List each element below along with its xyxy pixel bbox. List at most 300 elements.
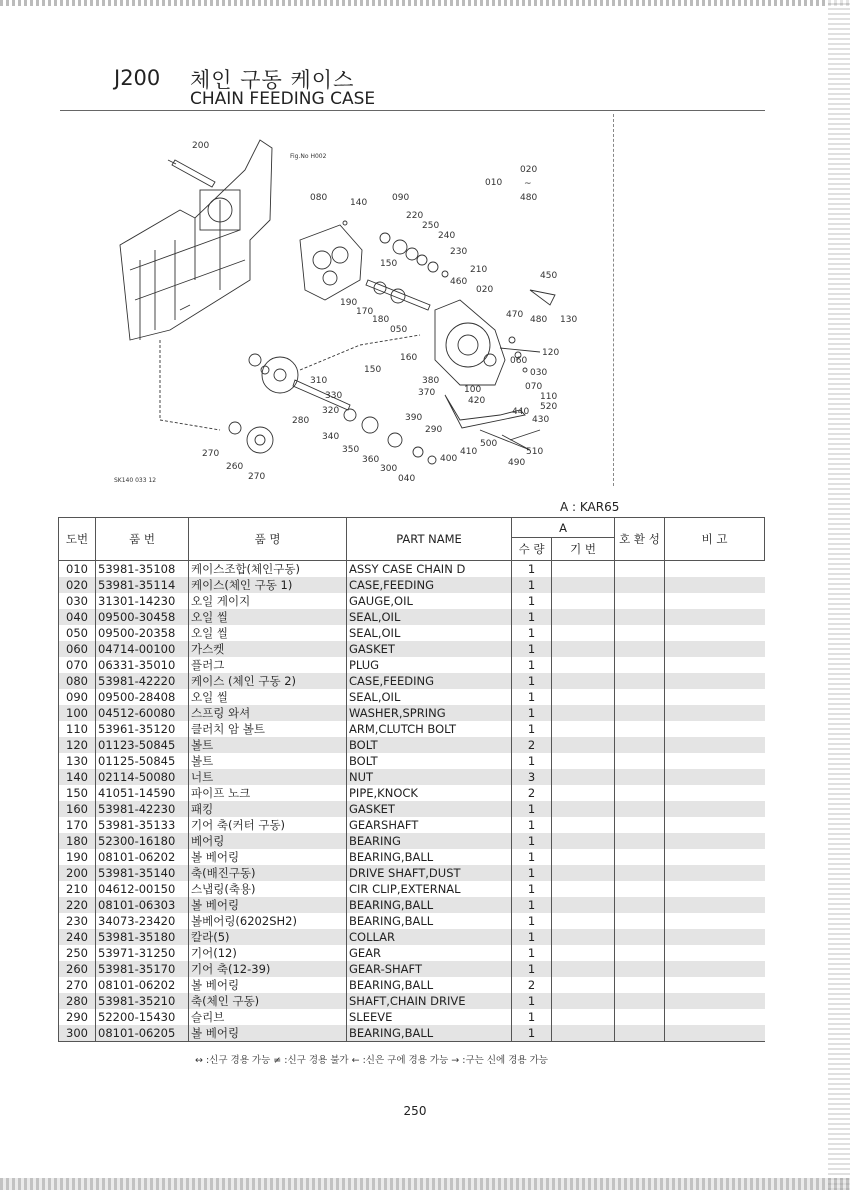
table-row [59, 977, 765, 993]
diagram-divider [613, 114, 614, 486]
cell-remarks [665, 833, 765, 849]
cell-interchange [615, 849, 665, 865]
cell-qty: 3 [512, 769, 552, 785]
cell-qty: 2 [512, 977, 552, 993]
svg-text:510: 510 [526, 447, 544, 457]
col-header-part-no: 품 번 [96, 518, 189, 561]
svg-text:020: 020 [476, 285, 494, 295]
cell-part-no: 52300-16180 [96, 833, 189, 849]
cell-qty: 1 [512, 849, 552, 865]
cell-name-en: SEAL,OIL [347, 625, 512, 641]
cell-no: 070 [59, 657, 96, 673]
cell-part-no: 53981-35210 [96, 993, 189, 1009]
cell-name-en: SEAL,OIL [347, 609, 512, 625]
col-header-group-a: A [512, 518, 615, 538]
svg-text:440: 440 [512, 407, 530, 417]
table-row [59, 929, 765, 945]
cell-part-no: 34073-23420 [96, 913, 189, 929]
table-row [59, 897, 765, 913]
svg-text:010: 010 [485, 178, 503, 188]
table-row [59, 577, 765, 593]
svg-text:410: 410 [460, 447, 478, 457]
cell-name-en: SLEEVE [347, 1009, 512, 1025]
cell-base [552, 561, 615, 578]
svg-text:380: 380 [422, 376, 440, 386]
svg-text:420: 420 [468, 396, 486, 406]
table-row [59, 865, 765, 881]
table-row [59, 817, 765, 833]
table-row [59, 961, 765, 977]
cell-part-no: 53981-35170 [96, 961, 189, 977]
cell-no: 090 [59, 689, 96, 705]
cell-qty: 1 [512, 993, 552, 1009]
cell-qty: 2 [512, 785, 552, 801]
cell-interchange [615, 881, 665, 897]
cell-base [552, 769, 615, 785]
cell-part-no: 53981-42230 [96, 801, 189, 817]
svg-text:360: 360 [362, 455, 380, 465]
table-row [59, 1009, 765, 1025]
cell-interchange [615, 993, 665, 1009]
cell-base [552, 753, 615, 769]
cell-base [552, 577, 615, 593]
cell-name-en: SHAFT,CHAIN DRIVE [347, 993, 512, 1009]
svg-text:030: 030 [530, 368, 548, 378]
table-row [59, 625, 765, 641]
cell-name-en: GEAR [347, 945, 512, 961]
cell-no: 100 [59, 705, 96, 721]
svg-text:110: 110 [540, 392, 558, 402]
cell-base [552, 865, 615, 881]
cell-base [552, 785, 615, 801]
cell-interchange [615, 833, 665, 849]
cell-interchange [615, 753, 665, 769]
cell-remarks [665, 737, 765, 753]
cell-base [552, 609, 615, 625]
table-row [59, 561, 765, 578]
cell-no: 180 [59, 833, 96, 849]
cell-part-no: 01123-50845 [96, 737, 189, 753]
cell-qty: 1 [512, 593, 552, 609]
cell-remarks [665, 785, 765, 801]
svg-text:Fig.No H002: Fig.No H002 [290, 153, 327, 160]
cell-name-en: NUT [347, 769, 512, 785]
svg-text:330: 330 [325, 391, 343, 401]
cell-name-en: SEAL,OIL [347, 689, 512, 705]
cell-interchange [615, 625, 665, 641]
svg-text:040: 040 [398, 474, 416, 484]
cell-remarks [665, 1009, 765, 1025]
cell-name-en: BEARING,BALL [347, 913, 512, 929]
cell-qty: 1 [512, 609, 552, 625]
cell-name-en: GASKET [347, 641, 512, 657]
cell-base [552, 673, 615, 689]
cell-no: 300 [59, 1025, 96, 1042]
cell-name-ko: 볼베어링(6202SH2) [189, 913, 347, 929]
cell-remarks [665, 721, 765, 737]
cell-part-no: 08101-06202 [96, 977, 189, 993]
svg-text:370: 370 [418, 388, 436, 398]
table-row [59, 993, 765, 1009]
cell-interchange [615, 817, 665, 833]
svg-text:500: 500 [480, 439, 498, 449]
svg-text:SK140 033 12: SK140 033 12 [114, 477, 157, 484]
cell-interchange [615, 609, 665, 625]
cell-name-ko: 파이프 노크 [189, 785, 347, 801]
cell-name-ko: 오일 게이지 [189, 593, 347, 609]
cell-interchange [615, 945, 665, 961]
svg-text:170: 170 [356, 307, 374, 317]
parts-table [58, 517, 765, 1042]
svg-text:480: 480 [520, 193, 538, 203]
cell-no: 020 [59, 577, 96, 593]
cell-no: 260 [59, 961, 96, 977]
table-row [59, 673, 765, 689]
cell-remarks [665, 929, 765, 945]
cell-interchange [615, 593, 665, 609]
cell-part-no: 01125-50845 [96, 753, 189, 769]
cell-qty: 1 [512, 753, 552, 769]
cell-part-no: 53981-35180 [96, 929, 189, 945]
cell-no: 270 [59, 977, 96, 993]
cell-name-ko: 볼트 [189, 737, 347, 753]
cell-interchange [615, 769, 665, 785]
cell-qty: 1 [512, 561, 552, 578]
cell-remarks [665, 849, 765, 865]
svg-text:300: 300 [380, 464, 398, 474]
cell-base [552, 929, 615, 945]
cell-name-ko: 패킹 [189, 801, 347, 817]
cell-base [552, 689, 615, 705]
cell-name-ko: 스냅링(축용) [189, 881, 347, 897]
cell-remarks [665, 897, 765, 913]
cell-qty: 1 [512, 1009, 552, 1025]
cell-name-en: BOLT [347, 753, 512, 769]
cell-qty: 1 [512, 913, 552, 929]
cell-remarks [665, 1025, 765, 1042]
svg-text:020: 020 [520, 165, 538, 175]
cell-interchange [615, 689, 665, 705]
svg-text:270: 270 [202, 449, 220, 459]
cell-base [552, 817, 615, 833]
cell-base [552, 593, 615, 609]
cell-base [552, 993, 615, 1009]
table-row [59, 593, 765, 609]
cell-no: 160 [59, 801, 96, 817]
svg-text:210: 210 [470, 265, 488, 275]
svg-text:490: 490 [508, 458, 526, 468]
cell-interchange [615, 737, 665, 753]
cell-remarks [665, 945, 765, 961]
col-header-remarks: 비 고 [665, 518, 765, 561]
cell-base [552, 833, 615, 849]
cell-no: 080 [59, 673, 96, 689]
cell-name-en: BEARING,BALL [347, 897, 512, 913]
cell-remarks [665, 641, 765, 657]
svg-text:120: 120 [542, 348, 560, 358]
cell-part-no: 53981-35108 [96, 561, 189, 578]
cell-part-no: 04714-00100 [96, 641, 189, 657]
cell-remarks [665, 593, 765, 609]
cell-remarks [665, 657, 765, 673]
svg-text:140: 140 [350, 198, 368, 208]
cell-name-ko: 축(체인 구동) [189, 993, 347, 1009]
cell-qty: 1 [512, 689, 552, 705]
cell-no: 230 [59, 913, 96, 929]
cell-no: 140 [59, 769, 96, 785]
page-title-english: CHAIN FEEDING CASE [190, 89, 376, 109]
cell-part-no: 09500-20358 [96, 625, 189, 641]
cell-name-en: GEARSHAFT [347, 817, 512, 833]
cell-part-no: 09500-30458 [96, 609, 189, 625]
compatibility-legend: ↔ :신구 경용 가능 ≠ :신구 경용 불가 ← :신은 구에 경용 가능 → :구는 신에 경용 가능 [195, 1055, 548, 1066]
page-number: 250 [403, 1104, 427, 1118]
cell-name-ko: 볼 베어링 [189, 849, 347, 865]
header-rule [60, 110, 765, 111]
cell-name-ko: 기어(12) [189, 945, 347, 961]
table-row [59, 737, 765, 753]
cell-no: 150 [59, 785, 96, 801]
cell-remarks [665, 865, 765, 881]
cell-name-en: DRIVE SHAFT,DUST [347, 865, 512, 881]
cell-base [552, 849, 615, 865]
cell-name-ko: 오일 씰 [189, 689, 347, 705]
cell-name-en: BOLT [347, 737, 512, 753]
cell-interchange [615, 865, 665, 881]
table-row [59, 785, 765, 801]
cell-part-no: 02114-50080 [96, 769, 189, 785]
cell-part-no: 04612-00150 [96, 881, 189, 897]
svg-text:090: 090 [392, 193, 410, 203]
cell-part-no: 06331-35010 [96, 657, 189, 673]
cell-base [552, 657, 615, 673]
table-row [59, 657, 765, 673]
cell-part-no: 41051-14590 [96, 785, 189, 801]
svg-text:310: 310 [310, 376, 328, 386]
col-header-qty: 수 량 [512, 538, 552, 561]
svg-text:460: 460 [450, 277, 468, 287]
cell-no: 250 [59, 945, 96, 961]
cell-interchange [615, 561, 665, 578]
cell-no: 010 [59, 561, 96, 578]
cell-base [552, 1025, 615, 1042]
cell-interchange [615, 577, 665, 593]
col-header-name-en: PART NAME [347, 518, 512, 561]
svg-text:430: 430 [532, 415, 550, 425]
cell-no: 240 [59, 929, 96, 945]
cell-interchange [615, 1025, 665, 1042]
cell-remarks [665, 625, 765, 641]
cell-name-en: GAUGE,OIL [347, 593, 512, 609]
svg-text:130: 130 [560, 315, 578, 325]
cell-interchange [615, 897, 665, 913]
svg-text:260: 260 [226, 462, 244, 472]
cell-qty: 1 [512, 897, 552, 913]
cell-no: 190 [59, 849, 96, 865]
cell-name-ko: 축(배진구동) [189, 865, 347, 881]
cell-name-en: BEARING,BALL [347, 977, 512, 993]
cell-qty: 1 [512, 865, 552, 881]
svg-text:320: 320 [322, 406, 340, 416]
cell-base [552, 897, 615, 913]
cell-name-en: GASKET [347, 801, 512, 817]
cell-base [552, 801, 615, 817]
cell-no: 220 [59, 897, 96, 913]
svg-text:190: 190 [340, 298, 358, 308]
svg-text:480: 480 [530, 315, 548, 325]
cell-part-no: 09500-28408 [96, 689, 189, 705]
cell-part-no: 53981-35133 [96, 817, 189, 833]
cell-base [552, 961, 615, 977]
cell-no: 280 [59, 993, 96, 1009]
cell-base [552, 721, 615, 737]
cell-name-en: CASE,FEEDING [347, 673, 512, 689]
page-title-korean: 체인 구동 케이스 [190, 68, 355, 92]
cell-interchange [615, 977, 665, 993]
svg-text:280: 280 [292, 416, 310, 426]
cell-name-en: PLUG [347, 657, 512, 673]
cell-qty: 2 [512, 737, 552, 753]
cell-name-ko: 가스켓 [189, 641, 347, 657]
cell-interchange [615, 705, 665, 721]
cell-part-no: 53961-35120 [96, 721, 189, 737]
cell-remarks [665, 993, 765, 1009]
cell-qty: 1 [512, 801, 552, 817]
scan-edge-bottom [0, 1178, 850, 1190]
cell-qty: 1 [512, 721, 552, 737]
cell-name-en: CASE,FEEDING [347, 577, 512, 593]
col-header-name-ko: 품 명 [189, 518, 347, 561]
cell-no: 050 [59, 625, 96, 641]
svg-text:060: 060 [510, 356, 528, 366]
cell-name-ko: 오일 씰 [189, 625, 347, 641]
cell-part-no: 08101-06303 [96, 897, 189, 913]
svg-text:100: 100 [464, 385, 482, 395]
cell-qty: 1 [512, 833, 552, 849]
cell-qty: 1 [512, 929, 552, 945]
svg-text:290: 290 [425, 425, 443, 435]
cell-base [552, 977, 615, 993]
cell-part-no: 53981-35140 [96, 865, 189, 881]
cell-part-no: 04512-60080 [96, 705, 189, 721]
cell-remarks [665, 801, 765, 817]
svg-text:350: 350 [342, 445, 360, 455]
cell-name-ko: 슬리브 [189, 1009, 347, 1025]
table-row [59, 609, 765, 625]
cell-name-ko: 플러그 [189, 657, 347, 673]
cell-base [552, 1009, 615, 1025]
svg-text:050: 050 [390, 325, 408, 335]
cell-interchange [615, 785, 665, 801]
cell-name-ko: 케이스 (체인 구동 2) [189, 673, 347, 689]
cell-remarks [665, 817, 765, 833]
cell-no: 130 [59, 753, 96, 769]
cell-name-ko: 기어 축(12-39) [189, 961, 347, 977]
parts-table-body [59, 561, 765, 1042]
cell-name-en: BEARING [347, 833, 512, 849]
cell-name-ko: 케이스(체인 구동 1) [189, 577, 347, 593]
table-row [59, 705, 765, 721]
cell-name-en: WASHER,SPRING [347, 705, 512, 721]
cell-remarks [665, 609, 765, 625]
cell-no: 170 [59, 817, 96, 833]
cell-part-no: 53981-35114 [96, 577, 189, 593]
table-row [59, 881, 765, 897]
svg-text:080: 080 [310, 193, 328, 203]
scan-edge-right [828, 0, 850, 1190]
cell-base [552, 945, 615, 961]
cell-name-ko: 볼트 [189, 753, 347, 769]
col-header-interchange: 호 환 성 [615, 518, 665, 561]
svg-text:390: 390 [405, 413, 423, 423]
cell-base [552, 641, 615, 657]
svg-text:520: 520 [540, 402, 558, 412]
col-header-base: 기 번 [552, 538, 615, 561]
cell-qty: 1 [512, 945, 552, 961]
table-row [59, 753, 765, 769]
cell-name-ko: 케이스조합(체인구동) [189, 561, 347, 578]
cell-part-no: 52200-15430 [96, 1009, 189, 1025]
cell-remarks [665, 673, 765, 689]
svg-text:070: 070 [525, 382, 543, 392]
model-label: A : KAR65 [560, 500, 620, 514]
cell-no: 290 [59, 1009, 96, 1025]
svg-text:~: ~ [524, 179, 532, 189]
cell-name-en: PIPE,KNOCK [347, 785, 512, 801]
table-row [59, 641, 765, 657]
cell-interchange [615, 673, 665, 689]
cell-remarks [665, 977, 765, 993]
cell-remarks [665, 961, 765, 977]
exploded-diagram [100, 130, 600, 490]
cell-name-en: GEAR-SHAFT [347, 961, 512, 977]
table-row [59, 1025, 765, 1042]
cell-name-en: BEARING,BALL [347, 1025, 512, 1042]
cell-remarks [665, 881, 765, 897]
cell-remarks [665, 705, 765, 721]
cell-base [552, 913, 615, 929]
cell-qty: 1 [512, 817, 552, 833]
cell-name-ko: 볼 베어링 [189, 897, 347, 913]
cell-qty: 1 [512, 881, 552, 897]
table-row [59, 769, 765, 785]
svg-text:220: 220 [406, 211, 424, 221]
cell-no: 060 [59, 641, 96, 657]
cell-name-ko: 클러치 암 볼트 [189, 721, 347, 737]
svg-text:180: 180 [372, 315, 390, 325]
cell-qty: 1 [512, 625, 552, 641]
cell-qty: 1 [512, 657, 552, 673]
cell-remarks [665, 577, 765, 593]
svg-text:240: 240 [438, 231, 456, 241]
cell-qty: 1 [512, 673, 552, 689]
table-row [59, 913, 765, 929]
cell-name-ko: 기어 축(커터 구동) [189, 817, 347, 833]
cell-base [552, 625, 615, 641]
cell-interchange [615, 929, 665, 945]
cell-name-ko: 칼라(5) [189, 929, 347, 945]
svg-text:200: 200 [192, 141, 210, 151]
cell-interchange [615, 657, 665, 673]
cell-qty: 1 [512, 705, 552, 721]
svg-text:230: 230 [450, 247, 468, 257]
cell-qty: 1 [512, 1025, 552, 1042]
cell-name-ko: 오일 씰 [189, 609, 347, 625]
cell-part-no: 08101-06205 [96, 1025, 189, 1042]
table-row [59, 833, 765, 849]
cell-name-ko: 볼 베어링 [189, 1025, 347, 1042]
cell-part-no: 31301-14230 [96, 593, 189, 609]
